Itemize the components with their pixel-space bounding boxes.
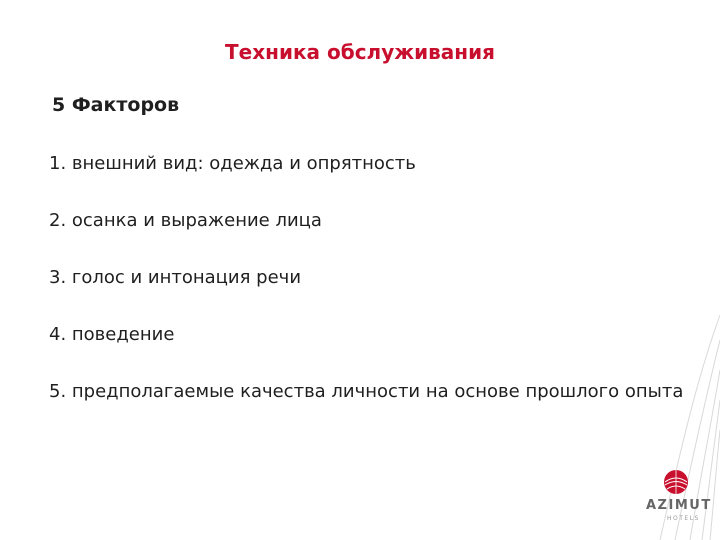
list-item	[44, 379, 684, 405]
factor-text: 5. предполагаемые качества личности на основе прошлого опыта	[49, 381, 684, 402]
factor-text: 2. осанка и выражение лица	[49, 210, 322, 231]
factor-text: 1. внешний вид: одежда и опрятность	[49, 153, 416, 174]
list-item	[44, 322, 684, 348]
list-item	[44, 208, 684, 234]
slide-subtitle: 5 Факторов	[52, 94, 180, 116]
logo-wordmark: AZIMUT	[646, 498, 712, 513]
factor-text: 4. поведение	[49, 324, 175, 345]
factors-list	[44, 151, 684, 436]
list-item	[44, 265, 684, 291]
logo-subtext: HOTELS	[667, 515, 700, 522]
factor-text: 3. голос и интонация речи	[49, 267, 302, 288]
list-item	[44, 151, 684, 177]
slide-title: Техника обслуживания	[225, 40, 495, 64]
